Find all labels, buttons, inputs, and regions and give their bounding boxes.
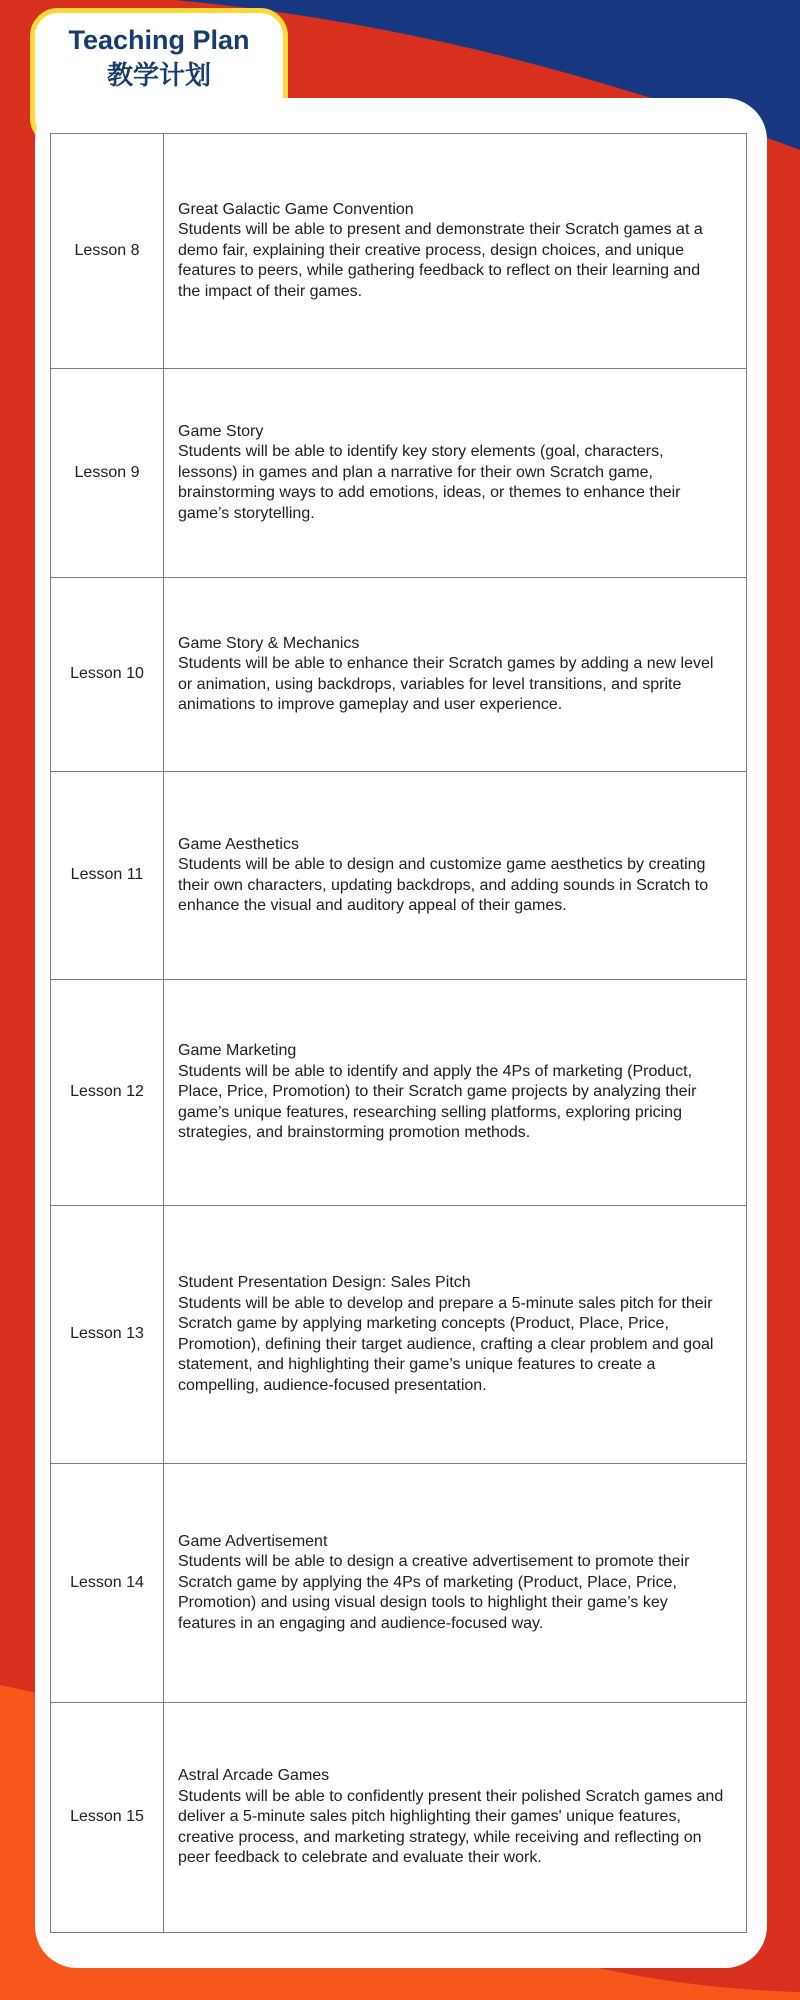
- lesson-title: Astral Arcade Games: [178, 1767, 330, 1785]
- lesson-label: Lesson 15: [51, 1703, 164, 1933]
- lesson-title: Game Aesthetics: [178, 835, 299, 853]
- table-row: [51, 1464, 747, 1703]
- lesson-label: Lesson 11: [51, 772, 164, 980]
- lesson-title: Game Story: [178, 422, 264, 440]
- lesson-title: Great Galactic Game Convention: [178, 200, 414, 218]
- table-row: [51, 134, 747, 369]
- lesson-description: Students will be able to confidently present their polished Scratch games and deliver a 5-minute sales pitch highlighting their games' unique features, creative process, and marketing strategy, while receiving and reflecting on peer feedback to celebrate and evaluate their work.: [178, 1787, 724, 1867]
- lesson-label: Lesson 8: [51, 134, 164, 369]
- lesson-title: Game Story & Mechanics: [178, 634, 360, 652]
- lesson-label: Lesson 14: [51, 1464, 164, 1703]
- table-row: [51, 578, 747, 772]
- lesson-title: Game Marketing: [178, 1042, 297, 1060]
- lesson-description: Students will be able to develop and prepare a 5-minute sales pitch for their Scratch game by applying marketing concepts (Product, Place, Price, Promotion), defining their target audience, crafting a clear problem and goal statement, and highlighting their game’s unique features to create a compelling, audience-focused presentation.: [178, 1294, 714, 1394]
- lesson-title: Game Advertisement: [178, 1532, 328, 1550]
- lesson-description: Students will be able to present and demonstrate their Scratch games at a demo fair, explaining their creative process, design choices, and unique features to peers, while gathering feedback to reflect on their learning and the impact of their games.: [178, 221, 703, 300]
- lesson-title: Student Presentation Design: Sales Pitch: [178, 1274, 471, 1291]
- lesson-description: Students will be able to design and customize game aesthetics by creating their own characters, updating backdrops, and adding sounds in Scratch to enhance the visual and auditory appeal of their games.: [178, 856, 709, 914]
- lesson-label: Lesson 12: [51, 980, 164, 1206]
- page-title-chinese: 教学计划: [106, 60, 211, 90]
- lesson-description: Students will be able to enhance their Scratch games by adding a new level or animation, using backdrops, variables for level transitions, and sprite animations to improve gameplay and user experience.: [178, 655, 714, 713]
- lesson-description: Students will be able to identify and apply the 4Ps of marketing (Product, Place, Price, Promotion) to their Scratch game projects by analyzing their game’s unique features, researching selling platforms, exploring pricing strategies, and brainstorming promotion methods.: [178, 1062, 697, 1142]
- teaching-plan-table: [50, 133, 747, 1933]
- lesson-description: Students will be able to identify key story elements (goal, characters, lessons) in games and plan a narrative for their own Scratch game, brainstorming ways to add emotions, ideas, or themes to enhance their game’s storytelling.: [178, 443, 681, 522]
- content-card: [35, 98, 767, 1968]
- lesson-description: Students will be able to design a creative advertisement to promote their Scratch game by applying the 4Ps of marketing (Product, Place, Price, Promotion) and using visual design tools to highlight their game’s key features in an engaging and audience-focused way.: [178, 1553, 690, 1632]
- table-row: [51, 1206, 747, 1464]
- table-row: [51, 1703, 747, 1933]
- lesson-label: Lesson 9: [51, 369, 164, 578]
- lesson-label: Lesson 10: [51, 578, 164, 772]
- lesson-label: Lesson 13: [51, 1206, 164, 1464]
- table-row: [51, 369, 747, 578]
- table-row: [51, 980, 747, 1206]
- page-title: Teaching Plan: [68, 25, 250, 55]
- table-row: [51, 772, 747, 980]
